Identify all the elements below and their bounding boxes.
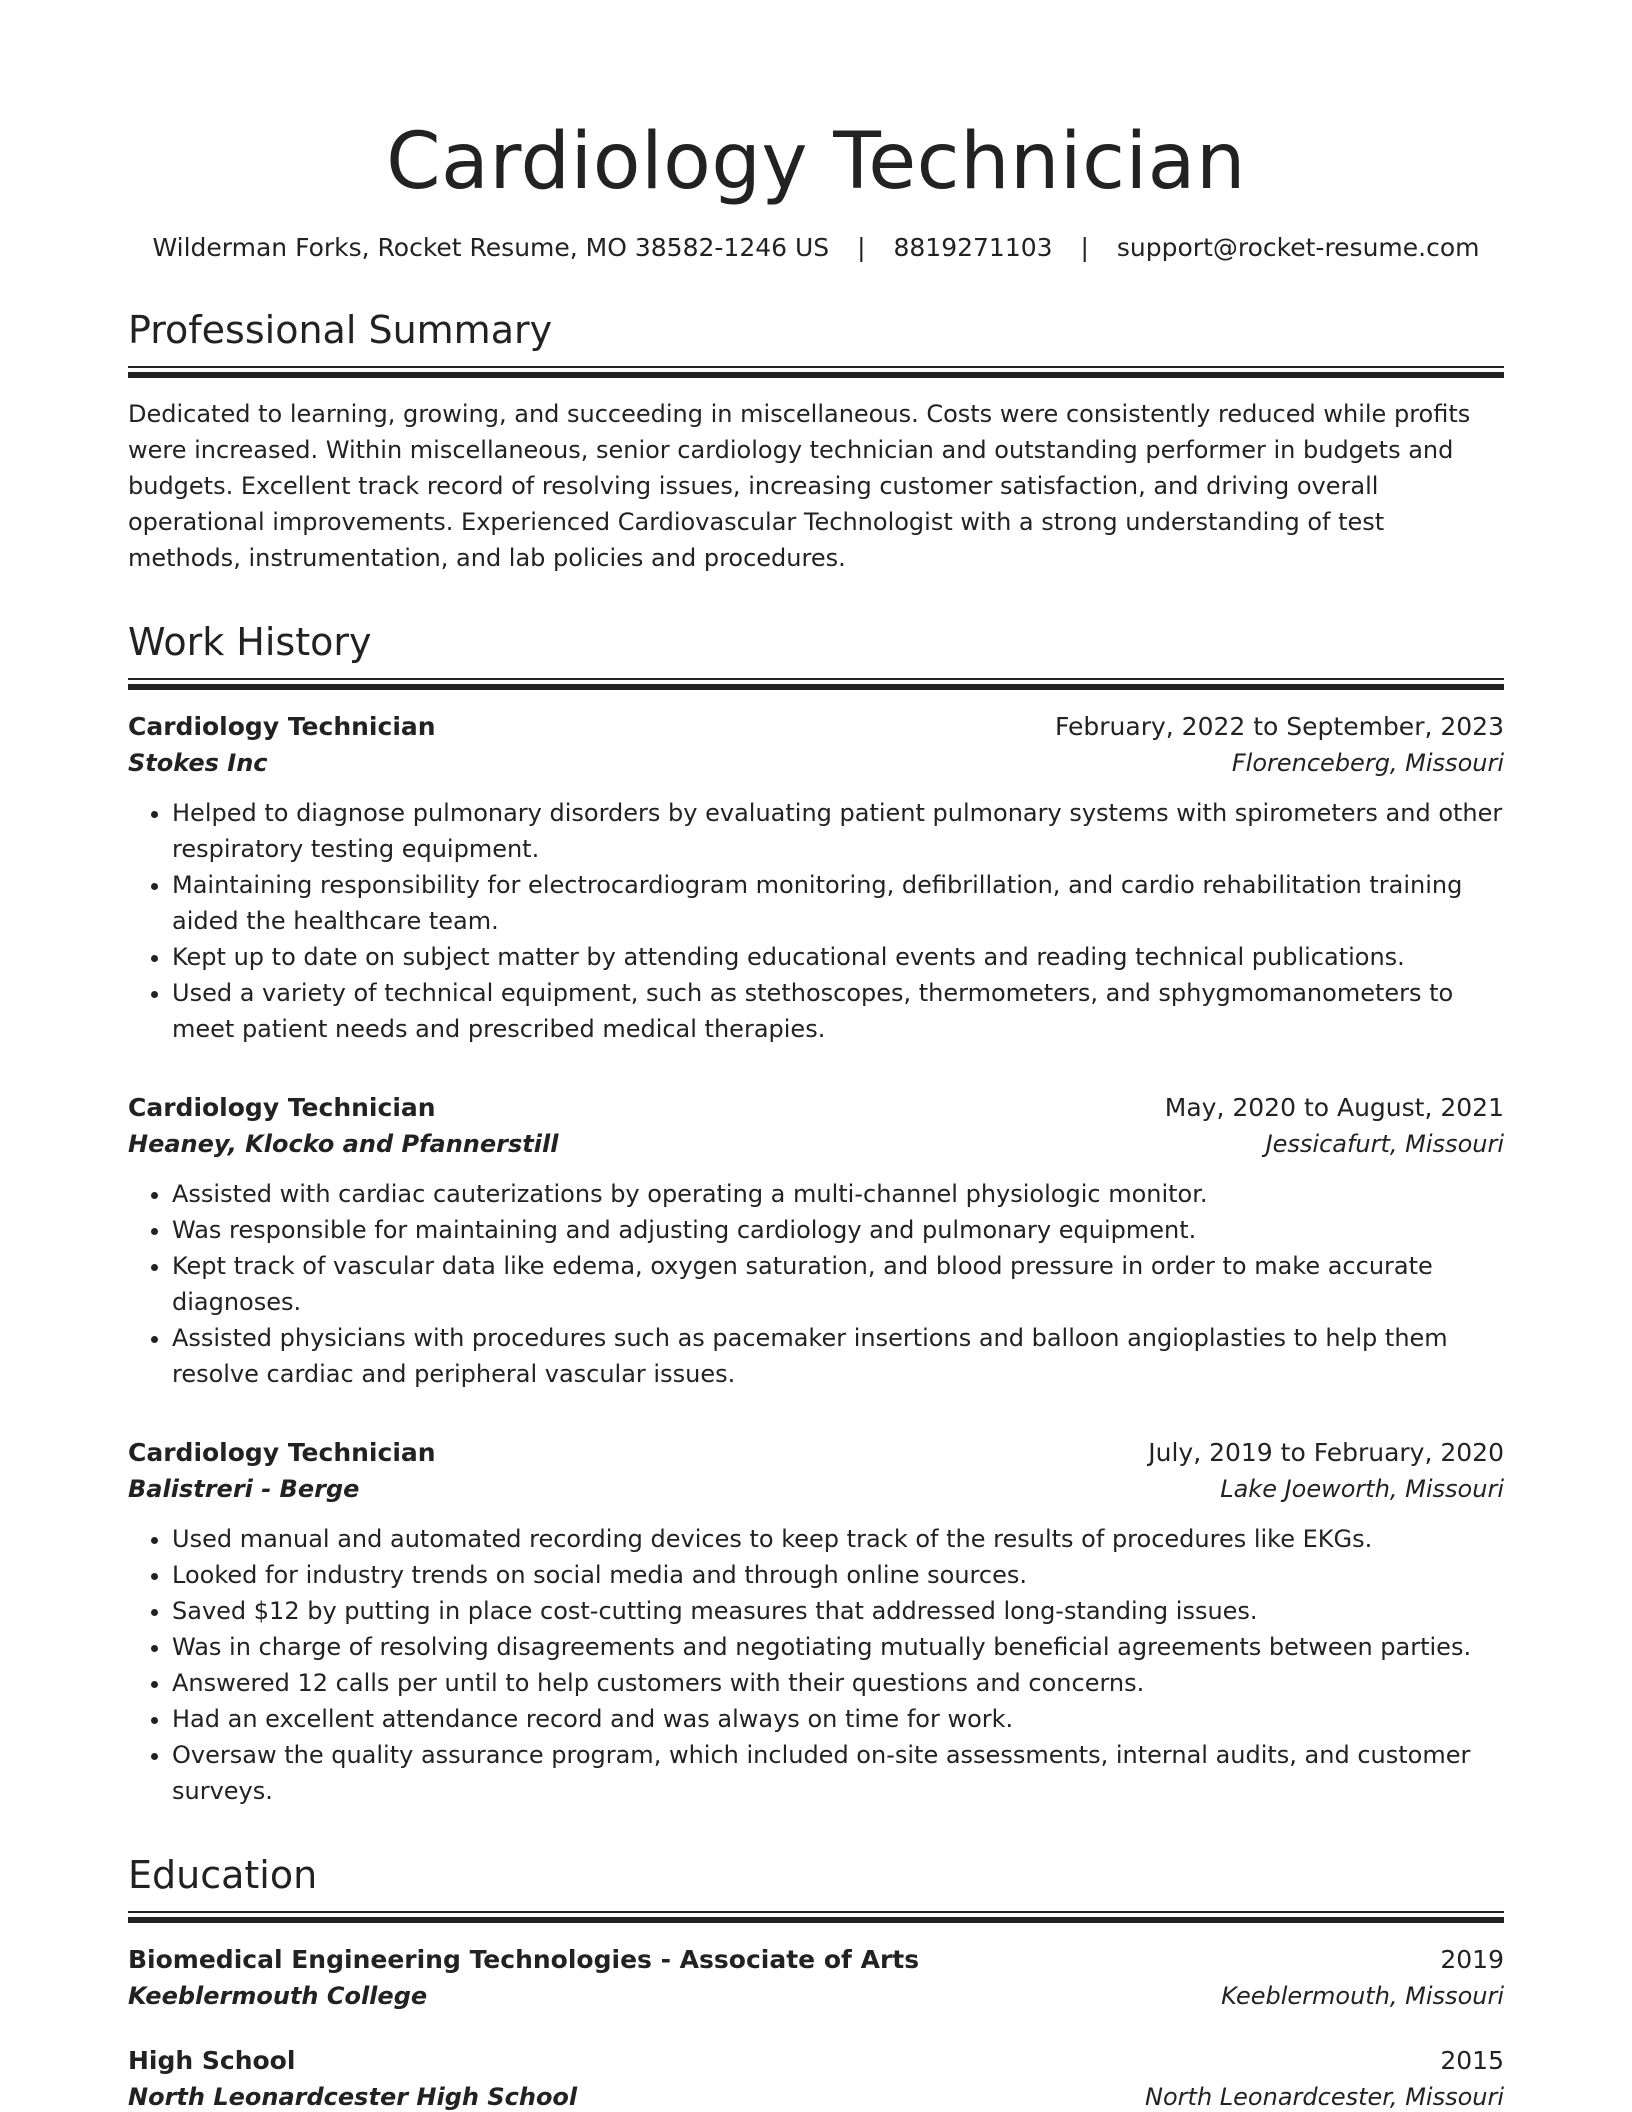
education-degree: High School [128,2045,296,2075]
job-bullet: • Oversaw the quality assurance program, which included on-site assessments, internal audits, and customer surveys. [172,1737,1504,1809]
job-bullet: • Used a variety of technical equipment, such as stethoscopes, thermometers, and sphygmomanometers to meet patient needs and prescribed medical therapies. [172,975,1504,1047]
education-location: North Leonardcester, Missouri [1145,2082,1504,2111]
education-school-row [128,2083,1504,2111]
job-title: Cardiology Technician [128,1092,436,1122]
job-bullets [128,1521,1504,1809]
education-year: 2015 [1440,2045,1504,2075]
job-company: Balistreri - Berge [128,1474,360,1503]
summary-heading: Professional Summary [128,308,553,353]
candidate-name: Cardiology Technician [386,117,1246,207]
education-header-row [128,2046,1504,2075]
job-header-row [128,712,1504,741]
contact-separator: | [857,232,866,262]
job-entry [128,712,1504,1047]
job-bullet: • Used manual and automated recording devices to keep track of the results of procedures like EKGs. [172,1521,1504,1557]
job-location: Lake Joeworth, Missouri [1220,1474,1504,1503]
job-bullet: • Kept up to date on subject matter by attending educational events and reading technical publications. [172,939,1504,975]
job-entry [128,1438,1504,1809]
job-bullet: • Saved $12 by putting in place cost-cutting measures that addressed long-standing issues. [172,1593,1504,1629]
education-section [128,1852,1504,2111]
education-header-row [128,1945,1504,1974]
education-entry [128,2046,1504,2111]
job-dates: February, 2022 to September, 2023 [1055,711,1504,741]
contact-email: support@rocket-resume.com [1116,232,1480,262]
job-bullet: • Had an excellent attendance record and was always on time for work. [172,1701,1504,1737]
job-bullet: • Helped to diagnose pulmonary disorders by evaluating patient pulmonary systems with spirometers and other respiratory testing equipment. [172,795,1504,867]
job-location: Florenceberg, Missouri [1231,748,1504,777]
job-bullet: • Assisted physicians with procedures such as pacemaker insertions and balloon angioplasties to help them resolve cardiac and peripheral vascular issues. [172,1320,1504,1392]
education-school: North Leonardcester High School [128,2082,578,2111]
job-location: Jessicafurt, Missouri [1265,1129,1504,1158]
job-bullets [128,795,1504,1047]
job-title: Cardiology Technician [128,1437,436,1467]
job-bullets [128,1176,1504,1392]
education-school: Keeblermouth College [128,1981,428,2010]
job-company-row [128,1130,1504,1158]
section-divider [128,1911,1504,1923]
education-year: 2019 [1440,1944,1504,1974]
job-entry [128,1093,1504,1392]
job-bullet: • Looked for industry trends on social media and through online sources. [172,1557,1504,1593]
job-bullet: • Was in charge of resolving disagreements and negotiating mutually beneficial agreements between parties. [172,1629,1504,1665]
contact-separator: | [1080,232,1089,262]
job-title: Cardiology Technician [128,711,436,741]
job-bullet: • Assisted with cardiac cauterizations by operating a multi-channel physiologic monitor. [172,1176,1504,1212]
contact-phone: 8819271103 [893,232,1053,262]
job-bullet: • Maintaining responsibility for electrocardiogram monitoring, defibrillation, and cardio rehabilitation training aided the healthcare team. [172,867,1504,939]
job-company: Stokes Inc [128,748,268,777]
contact-address: Wilderman Forks, Rocket Resume, MO 38582-1246 US [152,232,830,262]
job-bullet: • Kept track of vascular data like edema, oxygen saturation, and blood pressure in order to make accurate diagnoses. [172,1248,1504,1320]
education-heading: Education [128,1852,318,1897]
job-dates: May, 2020 to August, 2021 [1164,1092,1504,1122]
section-divider [128,678,1504,690]
job-bullet: • Answered 12 calls per until to help customers with their questions and concerns. [172,1665,1504,1701]
job-company-row [128,749,1504,777]
education-school-row [128,1982,1504,2010]
work-history-heading: Work History [128,620,372,665]
job-header-row [128,1438,1504,1467]
job-bullet: • Was responsible for maintaining and adjusting cardiology and pulmonary equipment. [172,1212,1504,1248]
contact-line [128,232,1504,265]
education-degree: Biomedical Engineering Technologies - Associate of Arts [128,1944,920,1974]
education-location: Keeblermouth, Missouri [1221,1981,1504,2010]
summary-section [128,310,1504,576]
job-company-row [128,1475,1504,1503]
section-divider [128,366,1504,378]
work-history-section [128,622,1504,1809]
summary-text: Dedicated to learning, growing, and succeeding in miscellaneous. Costs were consistently reduced while profits were increased. Within miscellaneous, senior cardiology technician and outstanding performer in budgets and budgets. Excellent track record of resolving issues, increasing customer satisfaction, and driving overall operational improvements. Experienced Cardiovascular Technologist with a strong understanding of test methods, instrumentation, and lab policies and procedures. [128,400,1471,573]
education-entry [128,1945,1504,2010]
job-header-row [128,1093,1504,1122]
job-dates: July, 2019 to February, 2020 [1148,1437,1504,1467]
job-company: Heaney, Klocko and Pfannerstill [128,1129,559,1158]
